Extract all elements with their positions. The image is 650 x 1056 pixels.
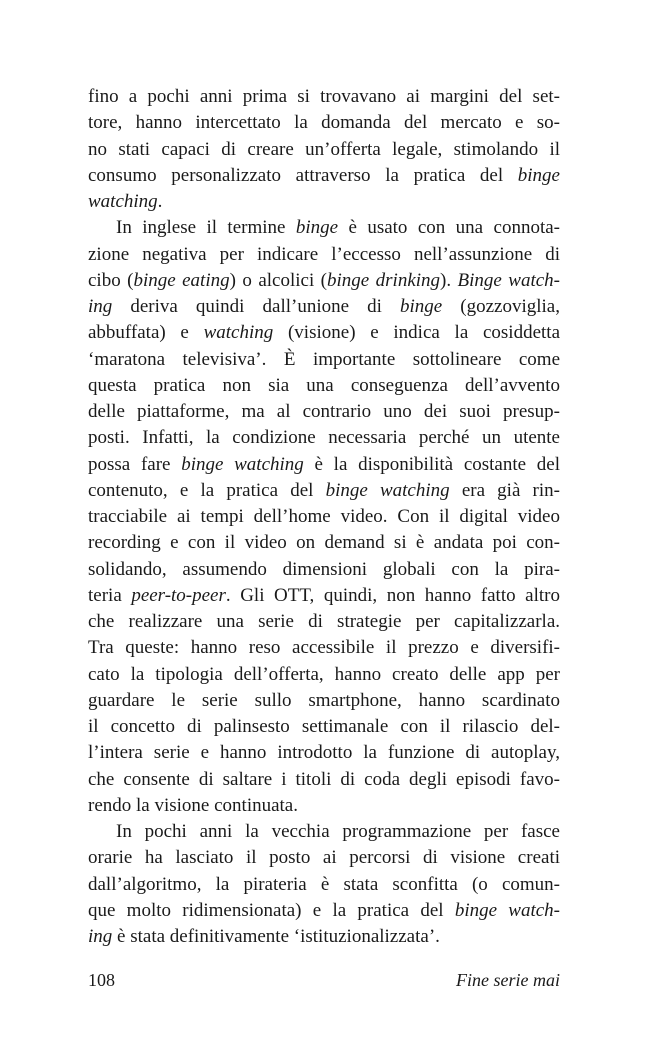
italic-term: ing <box>88 296 113 317</box>
italic-term: ing <box>88 926 113 947</box>
text-line <box>88 530 560 556</box>
text-line <box>88 557 560 583</box>
text-run: che consente di saltare i titoli di coda degli episodi favo- <box>88 768 560 790</box>
text-run: solidando, assumendo dimensioni globali con la pira- <box>88 558 560 580</box>
text-line <box>88 268 560 294</box>
italic-term: watching <box>88 191 158 212</box>
text-line <box>88 478 560 504</box>
text-run: abbuffata) e <box>88 322 204 344</box>
text-line <box>88 635 560 661</box>
text-line <box>88 924 560 950</box>
italic-term: binge watching <box>181 453 304 475</box>
text-line <box>88 504 560 530</box>
text-run: zione negativa per indicare l’eccesso nell’assunzione di <box>88 243 560 265</box>
text-run: è stata definitivamente ‘istituzionalizzata’. <box>112 926 440 947</box>
text-run: . Gli OTT, quindi, non hanno fatto altro <box>225 584 560 606</box>
text-run: tracciabile ai tempi dell’home video. Con il digital video <box>88 506 560 527</box>
italic-term: binge watch- <box>454 899 560 921</box>
text-line <box>88 215 560 241</box>
text-line <box>88 399 560 425</box>
text-line <box>88 84 560 110</box>
text-run: recording e con il video on demand si è andata poi con- <box>88 532 560 554</box>
text-run: questa pratica non sia una conseguenza dell’avvento <box>88 374 560 396</box>
text-run: (gozzoviglia, <box>442 296 560 317</box>
text-run: contenuto, e la pratica del <box>88 479 326 501</box>
text-run: che realizzare una serie di strategie per capitalizzarla. <box>88 611 560 632</box>
running-title: Fine serie mai <box>456 970 560 990</box>
text-run: que molto ridimensionata) e la pratica del <box>88 899 455 921</box>
italic-term: binge <box>295 217 339 239</box>
text-line <box>88 320 560 346</box>
text-run: teria <box>88 584 132 606</box>
text-run: cibo ( <box>88 269 134 291</box>
italic-term: binge drinking <box>327 269 441 291</box>
text-line <box>88 294 560 320</box>
italic-term: binge <box>517 164 560 186</box>
text-run: era già rin- <box>449 479 560 501</box>
text-run: cato la tipologia dell’offerta, hanno creato delle app per <box>88 663 560 685</box>
text-run: dall’algoritmo, la pirateria è stata sconfitta (o comun- <box>88 873 560 895</box>
text-run: è la disponibilità costante del <box>303 453 560 475</box>
text-line <box>88 898 560 924</box>
text-run: guardare le serie sullo smartphone, hanno scardinato <box>88 689 560 711</box>
text-line <box>88 609 560 635</box>
italic-term: Binge watch- <box>457 269 561 291</box>
text-run: deriva quindi dall’unione di <box>112 296 400 317</box>
text-run: l’intera serie e hanno introdotto la funzione di autoplay, <box>88 742 560 764</box>
text-run: posti. Infatti, la condizione necessaria perché un utente <box>88 427 560 449</box>
text-run: ). <box>440 269 458 291</box>
text-run: fino a pochi anni prima si trovavano ai margini del set- <box>88 86 560 107</box>
text-run: è usato con una connota- <box>338 217 560 239</box>
text-line <box>88 373 560 399</box>
page-footer <box>88 968 560 992</box>
text-line <box>88 767 560 793</box>
text-run: consumo personalizzato attraverso la pratica del <box>88 164 518 186</box>
text-run: rendo la visione continuata. <box>88 794 298 816</box>
text-run: tore, hanno intercettato la domanda del mercato e so- <box>88 112 560 134</box>
text-run: il concetto di palinsesto settimanale con il rilascio del- <box>88 716 560 737</box>
text-run: orarie ha lasciato il posto ai percorsi di visione creati <box>88 847 560 869</box>
text-line <box>88 452 560 478</box>
text-line <box>88 845 560 871</box>
body-text <box>88 84 560 950</box>
page-number: 108 <box>88 970 115 990</box>
text-run: no stati capaci di creare un’offerta legale, stimolando il <box>88 138 560 160</box>
italic-term: watching <box>203 322 274 344</box>
text-line <box>88 662 560 688</box>
text-run: Tra queste: hanno reso accessibile il prezzo e diversifi- <box>88 637 560 659</box>
text-line <box>88 819 560 845</box>
text-line <box>88 242 560 268</box>
text-run: ‘maratona televisiva’. È importante sottolineare come <box>88 348 560 370</box>
italic-term: binge watching <box>325 479 450 501</box>
text-run: ) o alcolici ( <box>229 269 327 291</box>
text-run: possa fare <box>88 453 182 475</box>
text-line <box>88 163 560 189</box>
text-line <box>88 583 560 609</box>
text-run: In pochi anni la vecchia programmazione per fasce <box>116 821 560 842</box>
text-line <box>88 189 560 215</box>
text-run: delle piattaforme, ma al contrario uno dei suoi presup- <box>88 401 560 422</box>
text-run: (visione) e indica la cosiddetta <box>273 322 560 344</box>
text-run: . <box>157 191 163 212</box>
text-line <box>88 425 560 451</box>
italic-term: binge <box>399 296 443 317</box>
italic-term: binge eating <box>133 269 230 291</box>
text-line <box>88 110 560 136</box>
text-line <box>88 688 560 714</box>
text-line <box>88 714 560 740</box>
text-run: In inglese il termine <box>116 217 296 239</box>
italic-term: peer-to-peer <box>131 584 226 606</box>
text-line <box>88 740 560 766</box>
text-line <box>88 137 560 163</box>
text-line <box>88 347 560 373</box>
text-line <box>88 872 560 898</box>
text-line <box>88 793 560 819</box>
